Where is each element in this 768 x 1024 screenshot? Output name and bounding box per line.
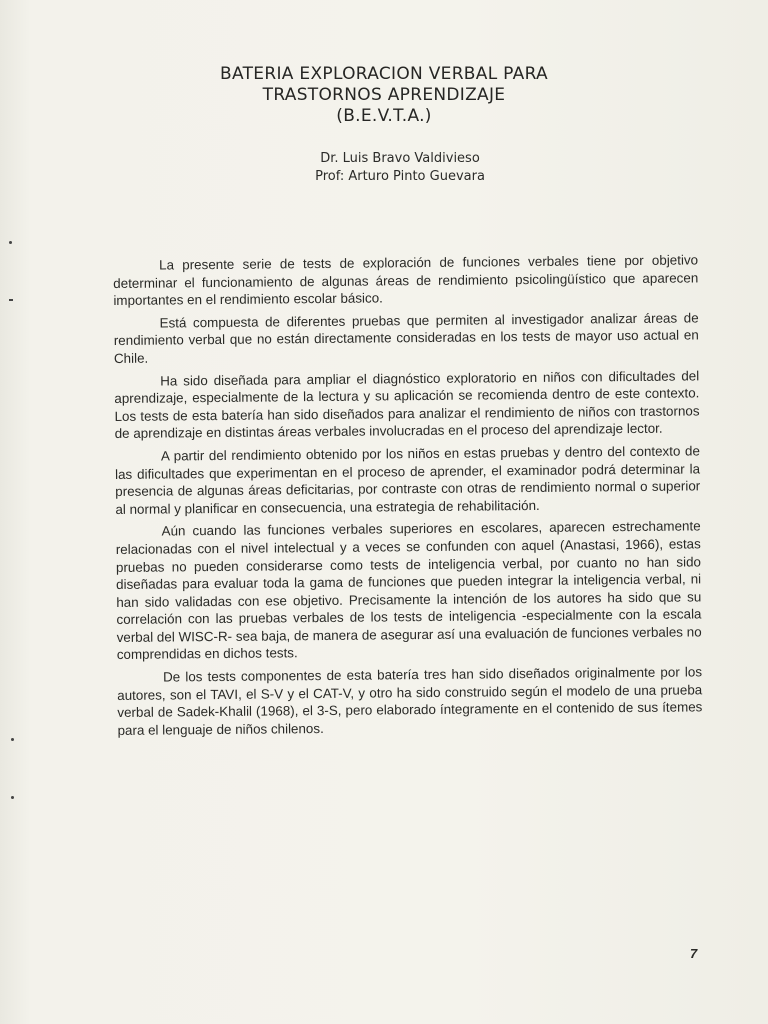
title-line: TRASTORNOS APRENDIZAJE bbox=[262, 85, 506, 105]
author-name: Dr. Luis Bravo Valdivieso bbox=[320, 151, 480, 166]
document-body bbox=[113, 251, 703, 744]
paragraph: De los tests componentes de esta batería tres han sido diseñados originalmente por los autores, son el TAVI, el S-V y el CAT-V, y otro ha sido construido según el modelo de una prueba verbal de Sadek-Khalil (1968), el 3-S, pero elaborado íntegramente en el contenido de sus ítemes para el lenguaje de niños chilenos. bbox=[117, 664, 703, 738]
paragraph: Ha sido diseñada para ampliar el diagnóstico exploratorio en niños con dificultades del aprendizaje, especialmente de la lectura y su aplicación se recomienda dentro de este contexto. Los tests de esta batería han sido diseñados para analizar el rendimiento de niños con trastornos de aprendizaje en distintas áreas verbales involucradas en el proceso del aprendizaje lector. bbox=[114, 367, 700, 442]
margin-speck bbox=[11, 738, 14, 741]
title-abbreviation: (B.E.V.T.A.) bbox=[336, 106, 432, 126]
author-list bbox=[0, 150, 768, 186]
paragraph: Está compuesta de diferentes pruebas que permiten al investigador analizar áreas de rendimiento verbal que no están directamente consideradas en los tests de mayor uso actual en Chile. bbox=[113, 310, 699, 366]
page-number: 7 bbox=[690, 946, 698, 961]
paragraph: Aún cuando las funciones verbales superiores en escolares, aparecen estrechamente relacionadas con el nivel intelectual y a veces se confunden con aquel (Anastasi, 1966), estas pruebas no pueden considerarse como tests de inteligencia verbal, por cuanto no han sido diseñadas para evaluar toda la gama de funciones que pueden integrar la inteligencia verbal, ni han sido validadas con ese objetivo. Precisamente la intención de los autores ha sido que su correlación con las pruebas verbales de los tests de inteligencia -especialmente con la escala verbal del WISC-R- sea baja, de manera de asegurar así una evaluación de funciones verbales no comprendidas en dichos tests. bbox=[115, 518, 702, 663]
title-line: BATERIA EXPLORACION VERBAL PARA bbox=[220, 64, 548, 84]
document-title bbox=[0, 64, 768, 127]
margin-speck bbox=[9, 299, 13, 301]
author-name: Prof: Arturo Pinto Guevara bbox=[315, 169, 485, 184]
paragraph: La presente serie de tests de exploración de funciones verbales tiene por objetivo determinar el funcionamiento de algunas áreas de rendimiento psicolingüístico que aparecen importantes en el rendimiento escolar básico. bbox=[113, 252, 699, 309]
margin-speck bbox=[9, 241, 12, 244]
margin-speck bbox=[11, 796, 14, 799]
paragraph: A partir del rendimiento obtenido por los niños en estas pruebas y dentro del contexto de las dificultades que experimentan en el proceso de aprender, el examinador podrá determinar la presencia de algunas áreas deficitarias, por contraste con otras de rendimiento normal o superior al normal y planificar en consecuencia, una estrategia de rehabilitación. bbox=[115, 443, 701, 517]
